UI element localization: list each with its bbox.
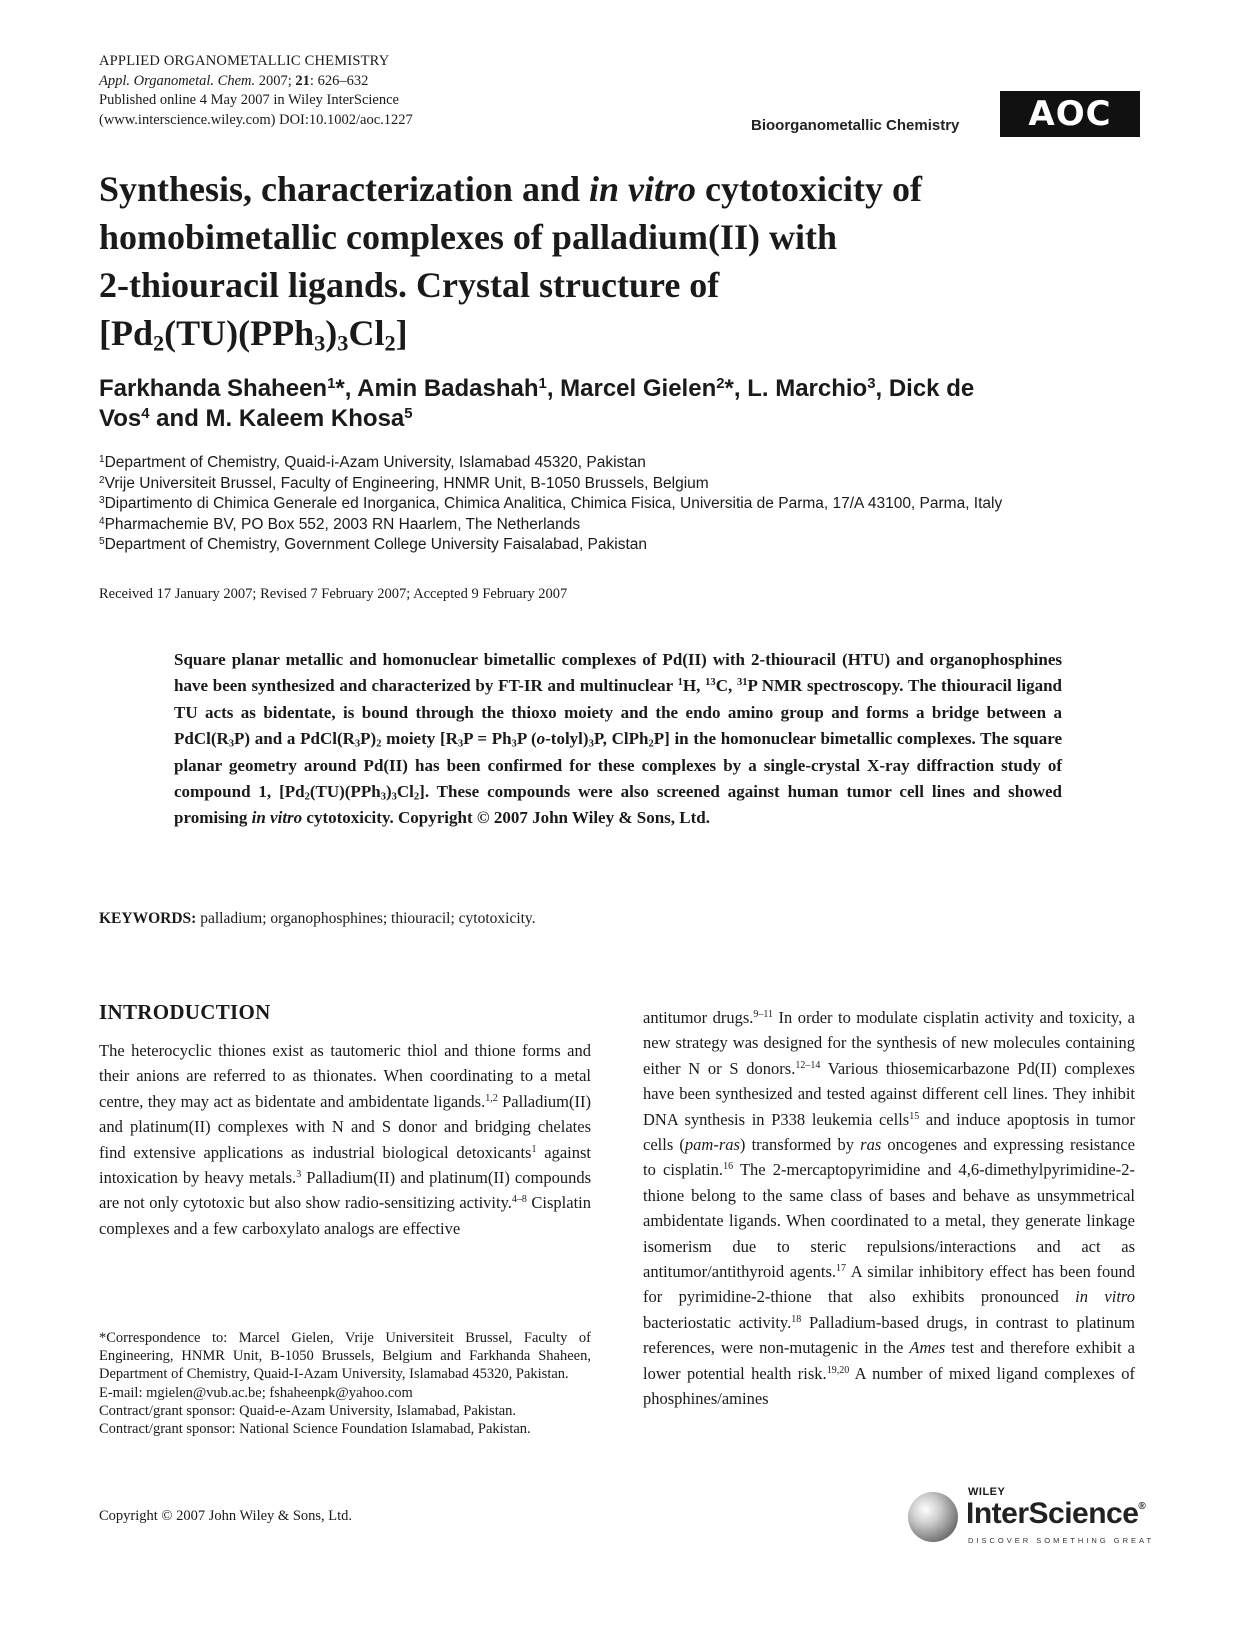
author-line-2 bbox=[99, 404, 1159, 434]
affiliation-list bbox=[99, 453, 1159, 556]
citation-ref[interactable]: 3 bbox=[296, 1169, 302, 1181]
citation-ref[interactable]: 15 bbox=[909, 1110, 920, 1122]
author-separator: and bbox=[149, 405, 206, 432]
affiliation-number: 4 bbox=[99, 515, 105, 527]
author-name: Vos bbox=[99, 405, 142, 432]
author-affiliation-ref: 1 bbox=[327, 375, 336, 392]
affiliation bbox=[99, 535, 1159, 556]
title-text: ] bbox=[395, 313, 408, 353]
citation-ref[interactable]: 9–11 bbox=[753, 1009, 774, 1020]
copyright-footer: Copyright © 2007 John Wiley & Sons, Ltd. bbox=[99, 1508, 353, 1524]
affiliation-number: 5 bbox=[99, 536, 105, 547]
citation-ref[interactable]: 17 bbox=[836, 1263, 847, 1275]
journal-name: APPLIED ORGANOMETALLIC CHEMISTRY bbox=[99, 53, 390, 69]
title-line-4 bbox=[99, 309, 1149, 357]
abstract: Square planar metallic and homonuclear bimetallic complexes of Pd(II) with 2-thiouracil (HTU) and organophosphines have been synthesized and characterized by FT-IR and multinuclear $^1$H, $^{13}$C, $^{31}$P NMR spectroscopy. The thiouracil ligand TU acts as bidentate, is bound through the thioxo moiety and the endo amino group and forms a bridge between a $PdCl(R_3P)$ and a $PdCl(R_3P)_2$ moiety [$R_3P = Ph_3P$ $(o-tolyl)_3P$, ClPh$_2$P] in the homonuclear bimetallic complexes. The square planar geometry around Pd(II) has been confirmed for these complexes by a single-crystal X-ray diffraction study of compound 1, $[Pd_2(TU)(PPh_3)_3Cl_2]$. These compounds were also screened against human tumor cell lines and showed promising in vitro cytotoxicity. Copyright © 2007 John Wiley & Sons, Ltd. bbox=[174, 650, 1063, 828]
author-name: L. Marchio bbox=[747, 375, 868, 402]
author-name: Marcel Gielen bbox=[560, 375, 717, 402]
author-separator: , bbox=[546, 375, 561, 402]
logo-tagline: DISCOVER SOMETHING GREAT bbox=[968, 1536, 1155, 1545]
wiley-interscience-logo[interactable] bbox=[908, 1484, 1155, 1554]
author-separator: *, bbox=[724, 375, 748, 402]
affiliation-text: Dipartimento di Chimica Generale ed Inorganica, Chimica Analitica, Chimica Fisica, Universitia de Parma, 17/A 43100, Parma, Italy bbox=[104, 495, 1003, 512]
article-title bbox=[99, 165, 1149, 357]
title-subscript: 3 bbox=[337, 330, 349, 356]
citation-ref[interactable]: 1 bbox=[531, 1143, 537, 1155]
keywords-label: KEYWORDS: bbox=[99, 910, 197, 927]
title-text: Cl bbox=[348, 313, 385, 353]
keywords bbox=[99, 910, 536, 928]
author-affiliation-ref: 1 bbox=[538, 375, 547, 392]
title-subscript: 2 bbox=[384, 330, 396, 356]
aoc-logo: AOC bbox=[1000, 91, 1140, 137]
author-affiliation-ref: 4 bbox=[141, 405, 150, 422]
citation-ref[interactable]: 4–8 bbox=[511, 1194, 527, 1206]
correspondence-footnote bbox=[99, 1329, 591, 1438]
affiliation-text: Vrije Universiteit Brussel, Faculty of Engineering, HNMR Unit, B-1050 Brussels, Belgium bbox=[104, 474, 709, 492]
journal-header bbox=[99, 52, 659, 130]
affiliation-text: Department of Chemistry, Quaid-i-Azam University, Islamabad 45320, Pakistan bbox=[104, 454, 646, 471]
author-separator: , Dick de bbox=[875, 375, 975, 402]
affiliation bbox=[99, 494, 1159, 515]
citation-ref[interactable]: 16 bbox=[723, 1161, 734, 1173]
author-separator: *, bbox=[335, 375, 358, 402]
grant-sponsor: Contract/grant sponsor: Quaid-e-Azam University, Islamabad, Pakistan. bbox=[99, 1402, 517, 1419]
article-history: Received 17 January 2007; Revised 7 February 2007; Accepted 9 February 2007 bbox=[99, 586, 568, 602]
citation-journal: Appl. Organometal. Chem. bbox=[99, 72, 256, 89]
citation-pages: : 626–632 bbox=[309, 72, 369, 89]
title-text: (TU)(PPh bbox=[164, 313, 315, 353]
affiliation-number: 1 bbox=[99, 454, 105, 465]
title-italic: in vitro bbox=[589, 169, 697, 209]
title-line-3: 2-thiouracil ligands. Crystal structure of bbox=[99, 265, 720, 305]
title-text: Synthesis, characterization and bbox=[99, 169, 589, 209]
grant-sponsor: Contract/grant sponsor: National Science Foundation Islamabad, Pakistan. bbox=[99, 1421, 531, 1438]
affiliation bbox=[99, 474, 1159, 495]
title-line-1 bbox=[99, 165, 1149, 213]
intro-paragraph: The heterocyclic thiones exist as tautomeric thiol and thione forms and their anions are referred to as thionates. When coordinating to a metal centre, they may act as bidentate and ambidentate ligands.$^{1,2}$ Palladium(II) and platinum(II) complexes with N and S donor and bridging chelates find extensive applications as industrial biological detoxicants$^1$ against intoxication by heavy metals.$^3$ Palladium(II) and platinum(II) compounds are not only cytotoxic but also show radio-sensitizing activity.$^{4-8}$ Cisplatin complexes and a few carboxylato analogs are effective bbox=[99, 1041, 592, 1238]
email-line[interactable]: E-mail: mgielen@vub.ac.be; fshaheenpk@yahoo.com bbox=[99, 1384, 413, 1401]
section-heading-introduction: INTRODUCTION bbox=[99, 1000, 271, 1024]
affiliation bbox=[99, 453, 1159, 474]
author-name: Farkhanda Shaheen bbox=[99, 375, 328, 402]
wiley-wordmark: WILEY bbox=[968, 1486, 1006, 1498]
author-name: M. Kaleem Khosa bbox=[205, 405, 405, 432]
title-text: ) bbox=[325, 313, 338, 353]
citation-ref[interactable]: 1,2 bbox=[485, 1092, 498, 1104]
interscience-wordmark bbox=[966, 1497, 1145, 1531]
affiliation-text: Department of Chemistry, Government College University Faisalabad, Pakistan bbox=[104, 536, 648, 553]
section-label: Bioorganometallic Chemistry bbox=[751, 117, 960, 134]
title-text: [Pd bbox=[99, 313, 153, 353]
published-line: Published online 4 May 2007 in Wiley InterScience bbox=[99, 92, 399, 108]
title-line-2: homobimetallic complexes of palladium(II) with bbox=[99, 217, 837, 257]
right-column bbox=[643, 1005, 1135, 1412]
affiliation-number: 3 bbox=[99, 495, 105, 506]
title-subscript: 3 bbox=[314, 330, 326, 356]
registered-mark: ® bbox=[1138, 1501, 1146, 1512]
doi-line[interactable]: (www.interscience.wiley.com) DOI:10.1002/aoc.1227 bbox=[99, 111, 413, 128]
affiliation-text: Pharmachemie BV, PO Box 552, 2003 RN Haarlem, The Netherlands bbox=[104, 515, 581, 533]
correspondence: *Correspondence to: Marcel Gielen, Vrije Universiteit Brussel, Faculty of Engineering, HNMR Unit, B-1050 Brussels, Belgium and Farkhanda Shaheen, Department of Chemistry, Quaid-I-Azam University, Islamabad 45320, Pakistan. bbox=[99, 1330, 591, 1383]
author-list bbox=[99, 374, 1159, 434]
author-affiliation-ref: 5 bbox=[404, 405, 413, 422]
citation-ref[interactable]: 12–14 bbox=[795, 1059, 821, 1071]
citation-volume: 21 bbox=[295, 72, 310, 89]
author-line-1 bbox=[99, 374, 1159, 404]
affiliation-number: 2 bbox=[99, 474, 105, 486]
citation bbox=[99, 72, 659, 92]
title-subscript: 2 bbox=[153, 330, 165, 356]
intro-paragraph-continued: antitumor drugs.$^{9-11}$ In order to modulate cisplatin activity and toxicity, a new strategy was designed for the synthesis of new molecules containing either N or S donors.$^{12-14}$ Various thiosemicarbazone Pd(II) complexes have been synthesized and tested against different cell lines. They inhibit DNA synthesis in P338 leukemia cells$^{15}$ and induce apoptosis in tumor cells (pam-ras) transformed by ras oncogenes and expressing resistance to cisplatin.$^{16}$ The 2-mercaptopyrimidine and 4,6-dimethylpyrimidine-2-thione belong to the same class of bases and behave as unsymmetrical ambidentate ligands. When coordinated to a metal, they generate linkage isomerism due to steric repulsions/interactions and act as antitumor/antithyroid agents.$^{17}$ A similar inhibitory effect has been found for pyrimidine-2-thione that also exhibits pronounced in vitro bacteriostatic activity.$^{18}$ Palladium-based drugs, in contrast to platinum references, were non-mutagenic in the Ames test and therefore exhibit a lower potential health risk.$^{19,20}$ A number of mixed ligand complexes of phosphines/amines bbox=[643, 1008, 1136, 1409]
globe-icon bbox=[908, 1492, 958, 1542]
left-column bbox=[99, 1000, 591, 1241]
author-affiliation-ref: 3 bbox=[867, 375, 876, 392]
affiliation bbox=[99, 515, 1159, 536]
citation-year: 2007; bbox=[258, 72, 292, 89]
author-affiliation-ref: 2 bbox=[716, 375, 725, 392]
interscience-text: InterScience bbox=[966, 1497, 1139, 1530]
keywords-text: palladium; organophosphines; thiouracil; cytotoxicity. bbox=[196, 910, 536, 927]
citation-ref[interactable]: 18 bbox=[791, 1313, 802, 1325]
citation-ref[interactable]: 19,20 bbox=[826, 1364, 850, 1376]
title-text: cytotoxicity of bbox=[696, 169, 922, 209]
author-name: Amin Badashah bbox=[357, 375, 539, 402]
